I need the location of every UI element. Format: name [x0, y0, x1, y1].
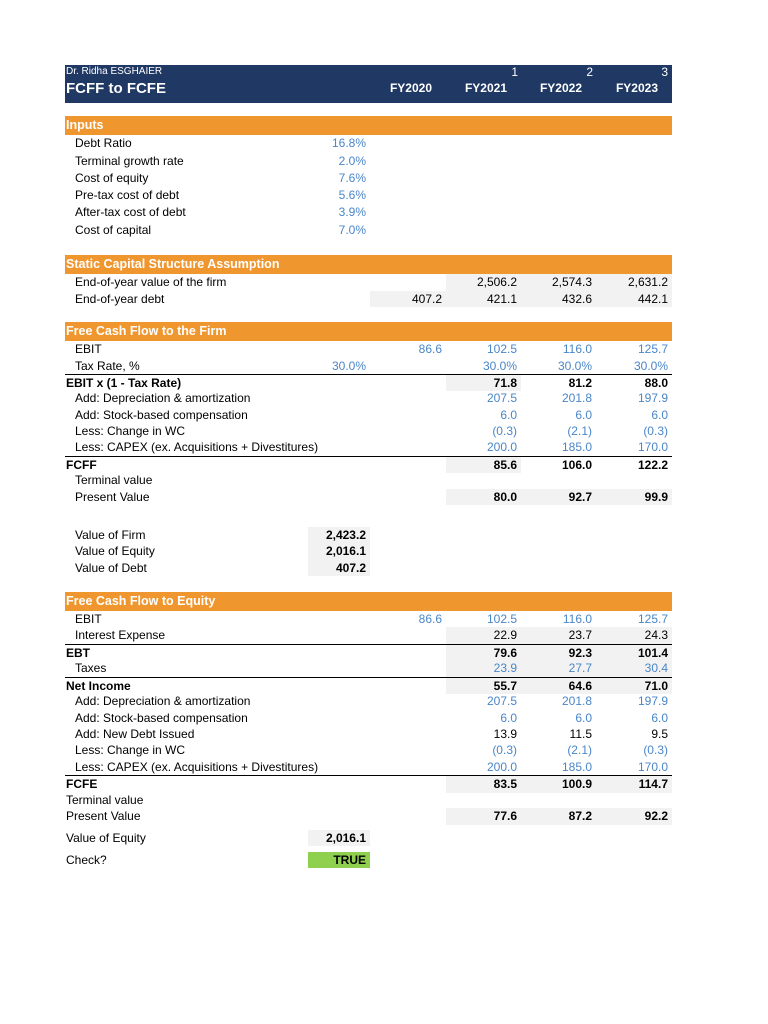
cell-fy2023[interactable]: 30.4	[596, 660, 672, 677]
fcff-sbc-row	[65, 407, 672, 424]
input-value[interactable]: 7.6%	[338, 171, 366, 185]
row-label: Taxes	[75, 661, 107, 675]
row-label: Terminal value	[66, 792, 144, 807]
row-label: Value of Firm	[75, 527, 146, 542]
fcfe-terminal-row	[65, 792, 672, 809]
cell-fy2021[interactable]: 207.5	[486, 694, 517, 708]
cell-fy2021[interactable]: 23.9	[446, 660, 521, 677]
row-label: Less: CAPEX (ex. Acquisitions + Divestitures)	[75, 440, 319, 454]
net-income-row	[65, 677, 672, 695]
cell-fy2023[interactable]: 9.5	[651, 727, 668, 741]
row-label: Cost of equity	[75, 171, 149, 185]
cell-fy2021[interactable]: (0.3)	[492, 424, 517, 438]
cell-fy2022[interactable]: 81.2	[568, 375, 592, 390]
cell-fy2023[interactable]: 442.1	[596, 291, 672, 308]
cell-fy2020[interactable]: 86.6	[418, 611, 442, 626]
row-label: Present Value	[66, 809, 141, 823]
new-debt-row	[65, 726, 672, 743]
cell-fy2022[interactable]: 64.6	[521, 678, 596, 695]
cell-fy2023[interactable]: 6.0	[651, 407, 668, 422]
tax-rate-row	[65, 358, 672, 375]
row-label: Less: Change in WC	[75, 424, 186, 438]
cell-fy2021[interactable]: 80.0	[446, 489, 521, 506]
cell-fy2022[interactable]: (2.1)	[567, 743, 592, 757]
input-row	[65, 135, 672, 152]
cell-fy2022[interactable]: 30.0%	[557, 358, 592, 373]
cell-fy2022[interactable]: 27.7	[521, 660, 596, 677]
cell-fy2022[interactable]: 2,574.3	[521, 274, 596, 291]
value-cell[interactable]: 407.2	[308, 560, 370, 577]
cell-fy2020[interactable]: 407.2	[370, 291, 446, 308]
spreadsheet	[65, 65, 672, 867]
fcff-pv-row	[65, 489, 672, 506]
input-row	[65, 204, 672, 221]
cell-fy2022[interactable]: 106.0	[561, 457, 592, 472]
cell-fy2022[interactable]: 100.9	[521, 776, 596, 793]
taxes-row	[65, 660, 672, 677]
cell-fy2022[interactable]: 11.5	[569, 727, 592, 741]
value-cell[interactable]: 2,016.1	[308, 543, 370, 560]
cell-fy2021[interactable]: 79.6	[446, 645, 521, 662]
row-label: Interest Expense	[75, 628, 166, 642]
cell-fy2022[interactable]: 116.0	[562, 342, 592, 356]
row-label: Add: Depreciation & amortization	[75, 391, 251, 405]
row-label: Less: CAPEX (ex. Acquisitions + Divestitures)	[75, 759, 319, 774]
row-label: Value of Debt	[75, 560, 147, 575]
row-label: EBIT x (1 - Tax Rate)	[66, 375, 182, 390]
cell-fy2022[interactable]: 92.7	[521, 489, 596, 506]
cell-fy2021[interactable]: 22.9	[446, 627, 521, 644]
cell-fy2021[interactable]: (0.3)	[492, 743, 517, 757]
cell-fy2023[interactable]: 30.0%	[633, 358, 668, 373]
cell-fy2023[interactable]: 88.0	[644, 375, 668, 390]
fcff-ebit-row	[65, 341, 672, 358]
input-value[interactable]: 2.0%	[338, 153, 366, 168]
row-label: Tax Rate, %	[75, 358, 140, 373]
fcff-terminal-row	[65, 472, 672, 489]
row-label: Present Value	[75, 489, 150, 504]
fcfe-ebit-row	[65, 611, 672, 628]
cell-fy2022[interactable]: 92.3	[521, 645, 596, 662]
fcfe-da-row	[65, 693, 672, 710]
row-label: Add: New Debt Issued	[75, 727, 195, 741]
cell-fy2021[interactable]: 200.0	[486, 759, 517, 774]
fcfe-wc-row	[65, 742, 672, 759]
cell-fy2023[interactable]: (0.3)	[643, 424, 668, 438]
row-label: End-of-year debt	[75, 291, 165, 306]
input-value[interactable]: 30.0%	[331, 358, 366, 373]
cell-fy2021[interactable]: 77.6	[446, 808, 521, 825]
row-label: Debt Ratio	[75, 136, 132, 150]
cell-fy2022[interactable]: 116.0	[562, 611, 592, 626]
period-number: 1	[511, 65, 518, 79]
cell-fy2021[interactable]: 85.6	[446, 457, 521, 474]
input-value[interactable]: 16.8%	[331, 136, 366, 150]
row-label: Terminal growth rate	[75, 153, 184, 168]
cell-fy2023[interactable]: 92.2	[596, 808, 672, 825]
cell-fy2023[interactable]: 101.4	[596, 645, 672, 662]
cell-fy2023[interactable]: 197.9	[637, 694, 668, 708]
fcff-capex-row	[65, 439, 672, 456]
ebit-after-tax-row	[65, 374, 672, 392]
section-header-fcff: Free Cash Flow to the Firm	[65, 322, 672, 341]
row-label: After-tax cost of debt	[75, 205, 186, 219]
cell-fy2021[interactable]: 71.8	[446, 375, 521, 392]
input-row	[65, 187, 672, 204]
fcff-total-row	[65, 456, 672, 474]
row-label: Cost of capital	[75, 222, 152, 237]
cell-fy2021[interactable]: 83.5	[446, 776, 521, 793]
cell-fy2021[interactable]: 200.0	[486, 440, 517, 454]
cell-fy2021[interactable]: 207.5	[486, 391, 517, 405]
row-label: End-of-year value of the firm	[75, 275, 227, 289]
cell-fy2021[interactable]: 13.9	[493, 727, 517, 741]
row-label: Terminal value	[75, 473, 153, 487]
cell-fy2023[interactable]: 6.0	[651, 710, 668, 725]
year-header-fy2021: FY2021	[464, 81, 507, 95]
input-row	[65, 222, 672, 239]
cell-fy2021[interactable]: 102.5	[486, 611, 517, 626]
cell-fy2021[interactable]: 102.5	[486, 342, 517, 356]
debt-row	[65, 291, 672, 308]
row-label: FCFE	[66, 777, 98, 791]
year-header-fy2020: FY2020	[389, 81, 432, 95]
cell-fy2023[interactable]: 24.3	[596, 627, 672, 644]
cell-fy2023[interactable]: 71.0	[596, 678, 672, 695]
cell-fy2022[interactable]: 201.8	[561, 694, 592, 708]
value-of-equity-row	[65, 543, 672, 560]
section-header-fcfe: Free Cash Flow to Equity	[65, 592, 672, 611]
row-label: Add: Depreciation & amortization	[75, 694, 251, 708]
cell-fy2023[interactable]: 122.2	[637, 457, 668, 472]
year-header-fy2022: FY2022	[539, 81, 582, 95]
page-title: FCFF to FCFE	[66, 80, 166, 97]
fcfe-capex-row	[65, 759, 672, 776]
cell-fy2022[interactable]: 87.2	[521, 808, 596, 825]
cell-fy2023[interactable]: (0.3)	[643, 743, 668, 757]
cell-fy2023[interactable]: 170.0	[637, 440, 668, 454]
row-label: Net Income	[66, 678, 131, 693]
period-number: 2	[586, 65, 593, 79]
interest-expense-row	[65, 627, 672, 644]
fcff-wc-row	[65, 423, 672, 440]
cell-fy2022[interactable]: (2.1)	[567, 424, 592, 438]
row-label: EBT	[66, 645, 90, 660]
cell-fy2022[interactable]: 185.0	[561, 759, 592, 774]
sheet-header	[65, 65, 672, 103]
cell-fy2023[interactable]: 125.7	[637, 611, 668, 626]
input-value[interactable]: 5.6%	[338, 188, 366, 202]
cell-fy2021[interactable]: 2,506.2	[446, 274, 521, 291]
row-label: Pre-tax cost of debt	[75, 188, 180, 202]
check-equity-row	[65, 830, 672, 847]
row-label: Value of Equity	[66, 830, 146, 845]
input-row	[65, 153, 672, 170]
cell-fy2021[interactable]: 30.0%	[482, 358, 517, 373]
row-label: Check?	[66, 852, 107, 867]
author-name: Dr. Ridha ESGHAIER	[66, 66, 163, 77]
row-label: Less: Change in WC	[75, 743, 186, 757]
cell-fy2022[interactable]: 6.0	[575, 407, 592, 422]
cell-fy2021[interactable]: 421.1	[446, 291, 521, 308]
period-number: 3	[661, 65, 668, 79]
cell-fy2021[interactable]: 6.0	[500, 407, 517, 422]
cell-fy2022[interactable]: 23.7	[521, 627, 596, 644]
cell-fy2023[interactable]: 197.9	[637, 391, 668, 405]
value-of-debt-row	[65, 560, 672, 577]
value-of-firm-row	[65, 527, 672, 544]
year-header-fy2023: FY2023	[615, 81, 658, 95]
input-value[interactable]: 3.9%	[338, 205, 366, 219]
fcfe-sbc-row	[65, 710, 672, 727]
value-cell[interactable]: 2,016.1	[308, 830, 370, 847]
row-label: Value of Equity	[75, 544, 155, 558]
cell-fy2021[interactable]: 55.7	[446, 678, 521, 695]
cell-fy2020[interactable]: 86.6	[418, 342, 442, 356]
cell-fy2022[interactable]: 432.6	[521, 291, 596, 308]
cell-fy2023[interactable]: 2,631.2	[596, 274, 672, 291]
value-cell[interactable]: 2,423.2	[308, 527, 370, 544]
row-label: Add: Stock-based compensation	[75, 710, 248, 725]
section-header-inputs: Inputs	[65, 116, 672, 135]
cell-fy2023[interactable]: 99.9	[596, 489, 672, 506]
firm-value-row	[65, 274, 672, 291]
cell-fy2023[interactable]: 170.0	[637, 759, 668, 774]
cell-fy2022[interactable]: 6.0	[575, 710, 592, 725]
check-result[interactable]: TRUE	[308, 852, 370, 869]
section-header-capital-structure: Static Capital Structure Assumption	[65, 255, 672, 274]
fcff-da-row	[65, 390, 672, 407]
row-label: Add: Stock-based compensation	[75, 407, 248, 422]
cell-fy2022[interactable]: 185.0	[561, 440, 592, 454]
cell-fy2023[interactable]: 125.7	[637, 342, 668, 356]
fcfe-total-row	[65, 775, 672, 793]
ebt-row	[65, 644, 672, 662]
check-row	[65, 852, 672, 869]
row-label: EBIT	[75, 611, 102, 626]
cell-fy2021[interactable]: 6.0	[500, 710, 517, 725]
fcfe-pv-row	[65, 808, 672, 825]
row-label: FCFF	[66, 457, 97, 472]
input-value[interactable]: 7.0%	[338, 222, 366, 237]
input-row	[65, 170, 672, 187]
cell-fy2022[interactable]: 201.8	[561, 391, 592, 405]
cell-fy2023[interactable]: 114.7	[596, 776, 672, 793]
row-label: EBIT	[75, 342, 102, 356]
